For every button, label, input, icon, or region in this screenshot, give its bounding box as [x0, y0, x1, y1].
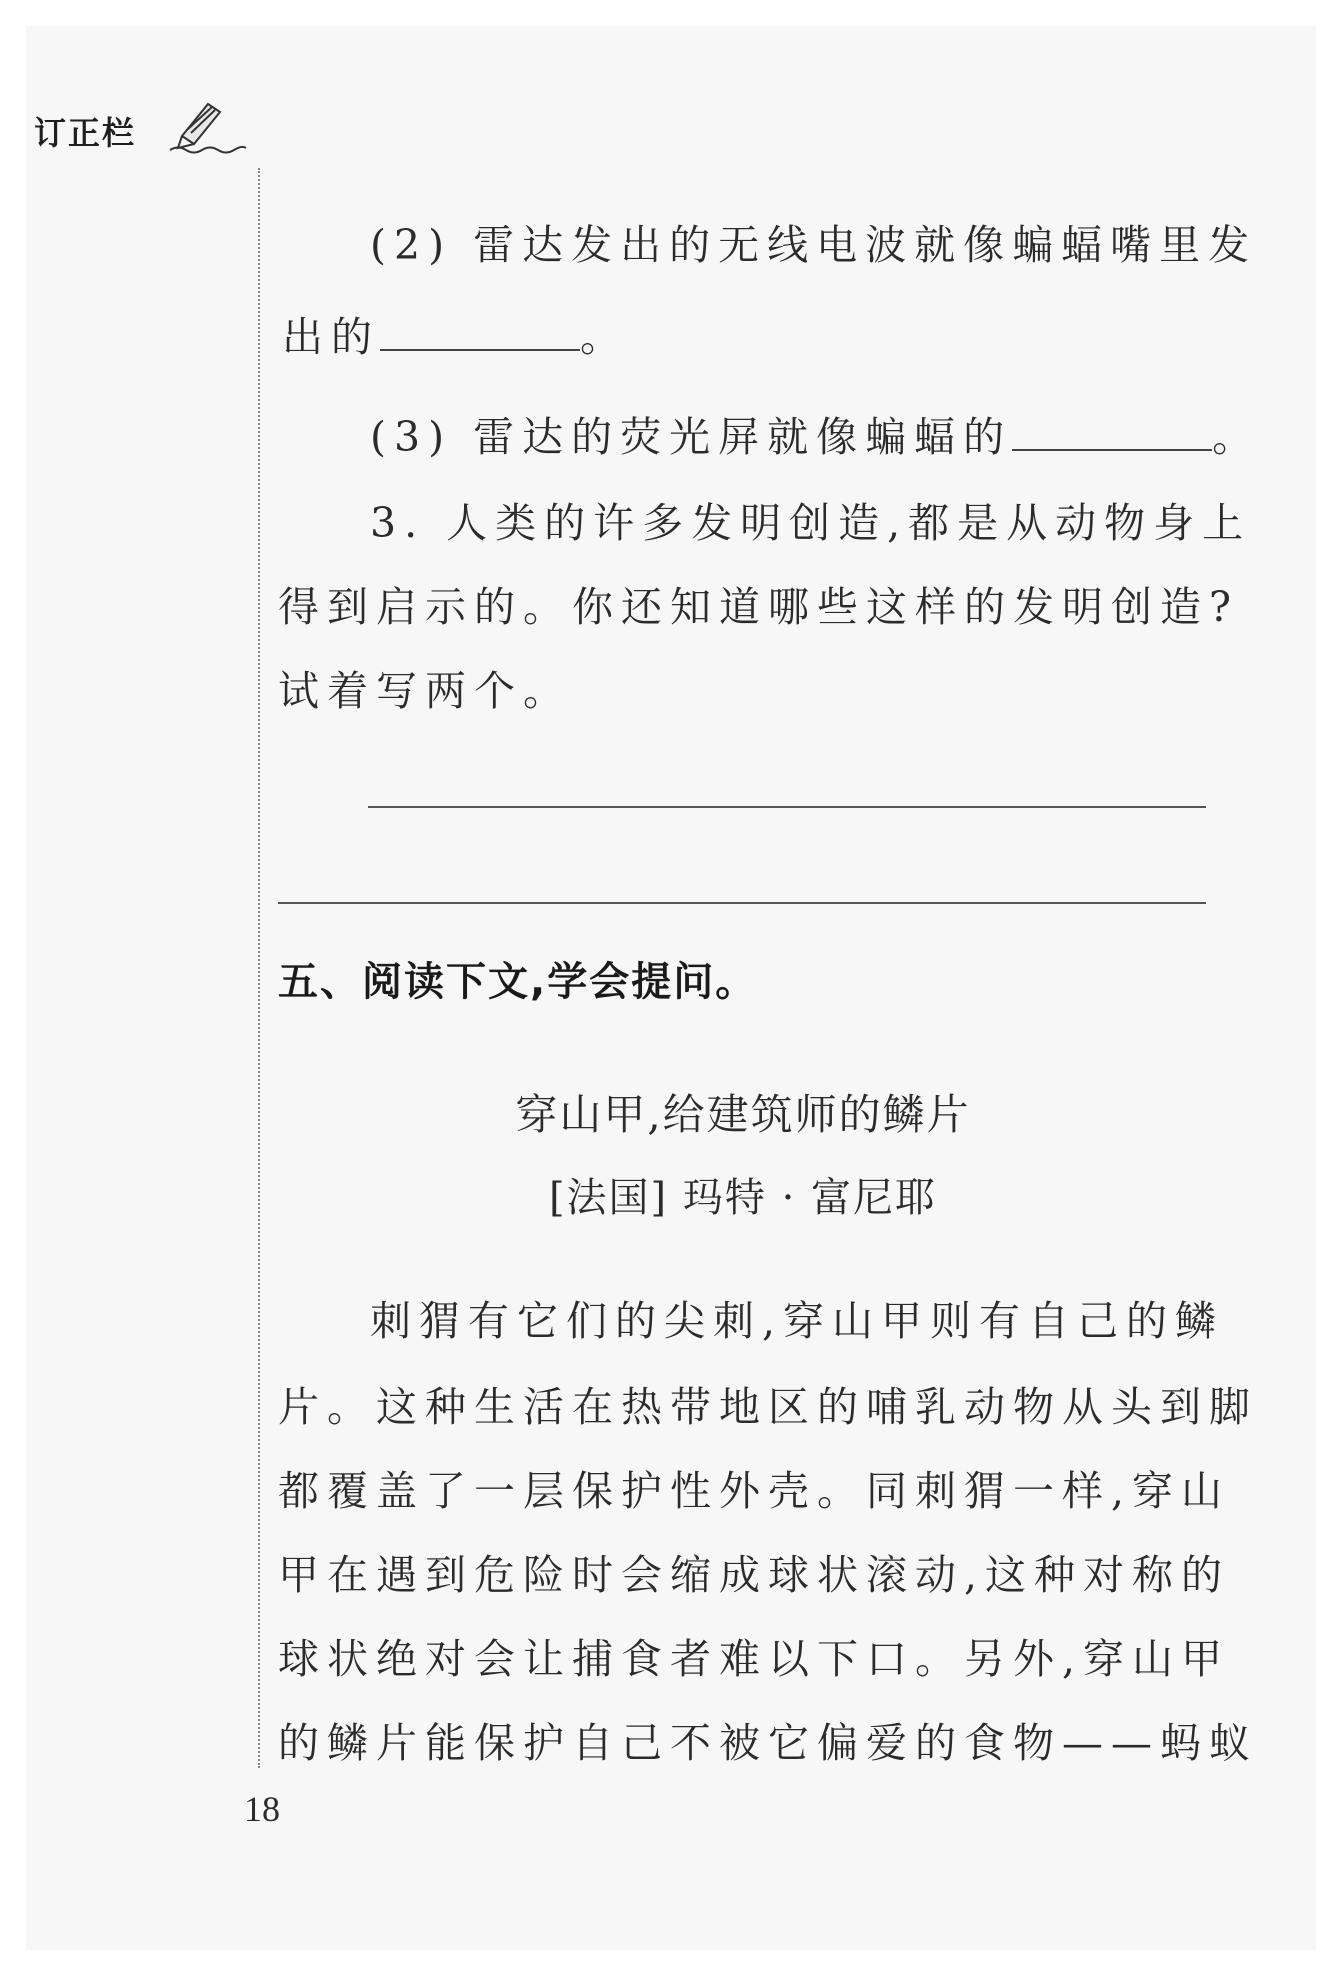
- passage-author: [法国] 玛特 · 富尼耶: [548, 1175, 938, 1221]
- question-2-line-1: (2) 雷达发出的无线电波就像蝙蝠嘴里发: [370, 221, 1258, 269]
- question-3-line-1: 3. 人类的许多发明创造,都是从动物身上: [370, 499, 1252, 547]
- page-number: 18: [244, 1789, 280, 1829]
- answer-line-1[interactable]: [368, 806, 1206, 808]
- question-3-line-2: 得到启示的。你还知道哪些这样的发明创造?: [278, 583, 1239, 631]
- correction-margin-divider: [258, 168, 260, 1768]
- correction-column-label: 订正栏: [34, 114, 137, 152]
- answer-blank-2[interactable]: [380, 319, 580, 351]
- answer-blank-3[interactable]: [1012, 419, 1212, 451]
- passage-line-4: 甲在遇到危险时会缩成球状滚动,这种对称的: [278, 1551, 1231, 1599]
- passage-line-6: 的鳞片能保护自己不被它偏爱的食物——蚂蚁: [278, 1719, 1258, 1767]
- question-3-sub-line: [370, 404, 1261, 463]
- passage-line-2: 片。这种生活在热带地区的哺乳动物从头到脚: [278, 1383, 1258, 1431]
- question-3-line-3: 试着写两个。: [278, 667, 572, 715]
- passage-line-5: 球状绝对会让捕食者难以下口。另外,穿山甲: [278, 1635, 1231, 1683]
- question-2-prompt-tail: 出的: [282, 313, 380, 361]
- pencil-icon: [168, 96, 248, 154]
- passage-title: 穿山甲,给建筑师的鳞片: [515, 1090, 971, 1139]
- answer-line-2[interactable]: [278, 902, 1206, 904]
- question-2-end-mark: 。: [580, 313, 629, 361]
- passage-line-3: 都覆盖了一层保护性外壳。同刺猬一样,穿山: [278, 1467, 1231, 1515]
- question-2-line-2: [282, 304, 629, 363]
- section-5-heading: 五、阅读下文,学会提问。: [278, 959, 758, 1005]
- passage-line-1: 刺猬有它们的尖刺,穿山甲则有自己的鳞: [370, 1297, 1225, 1345]
- question-3-sub-prompt: (3) 雷达的荧光屏就像蝙蝠的: [370, 413, 1013, 461]
- question-3-sub-end-mark: 。: [1212, 413, 1262, 461]
